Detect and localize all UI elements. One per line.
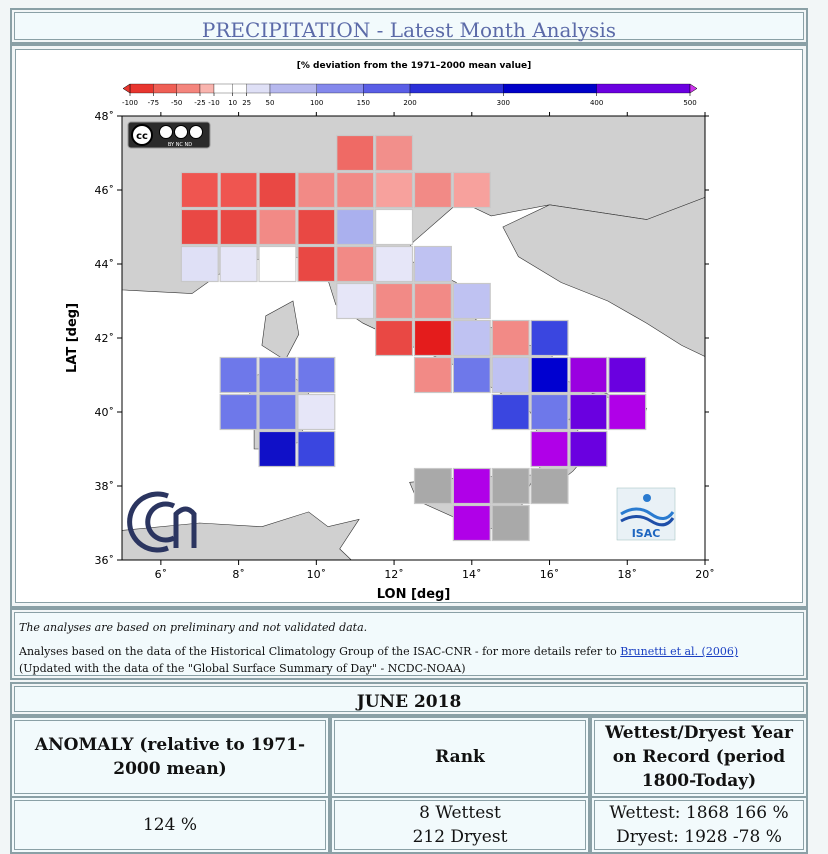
nc-icon bbox=[175, 126, 188, 139]
grid-cell bbox=[220, 210, 257, 245]
grid-cell bbox=[220, 395, 257, 430]
rank-header: Rank bbox=[334, 720, 586, 794]
x-tick-label: 10˚ bbox=[306, 568, 327, 581]
grid-cell bbox=[492, 358, 529, 393]
anomaly-value: 124 % bbox=[14, 800, 326, 850]
grid-cell bbox=[220, 247, 257, 282]
source-note bbox=[19, 645, 738, 658]
grid-cell bbox=[415, 284, 452, 319]
colorbar-swatch bbox=[597, 84, 690, 93]
colorbar-tick-label: -75 bbox=[147, 99, 160, 107]
by-icon bbox=[160, 126, 173, 139]
preliminary-note: The analyses are based on preliminary and not validated data. bbox=[19, 621, 368, 634]
rank-dryest: 212 Dryest bbox=[412, 827, 508, 847]
y-axis-label: LAT [deg] bbox=[65, 302, 80, 374]
map-panel bbox=[10, 44, 808, 608]
nd-icon bbox=[190, 126, 203, 139]
grid-cell bbox=[376, 136, 413, 171]
update-note: (Updated with the data of the "Global Surface Summary of Day" - NCDC-NOAA) bbox=[19, 662, 466, 675]
colorbar-tick-label: 25 bbox=[242, 99, 252, 107]
grid-cell bbox=[415, 173, 452, 208]
grid-cell bbox=[337, 173, 374, 208]
record-value-cell bbox=[590, 796, 808, 854]
grid-cell bbox=[298, 358, 335, 393]
anomaly-value-cell bbox=[10, 796, 330, 854]
license-text: BY NC ND bbox=[167, 142, 193, 148]
grid-cell bbox=[181, 247, 218, 282]
colorbar-swatch bbox=[130, 84, 153, 93]
grid-cell bbox=[259, 173, 296, 208]
y-tick-label: 46˚ bbox=[94, 184, 114, 197]
grid-cell bbox=[298, 432, 335, 467]
colorbar-tick-label: -100 bbox=[122, 99, 138, 107]
notes-panel bbox=[10, 608, 808, 680]
grid-cell bbox=[181, 210, 218, 245]
grid-cell bbox=[376, 173, 413, 208]
grid-cell bbox=[531, 358, 568, 393]
grid-cell bbox=[415, 321, 452, 356]
map-plot bbox=[65, 110, 715, 602]
grid-cell bbox=[570, 358, 607, 393]
month-panel bbox=[10, 682, 808, 716]
colorbar-tick-label: -25 bbox=[194, 99, 206, 107]
grid-cell bbox=[531, 321, 568, 356]
x-tick-label: 12˚ bbox=[384, 568, 404, 581]
grid-cell bbox=[609, 358, 646, 393]
colorbar-swatch bbox=[270, 84, 317, 93]
map-container bbox=[15, 49, 803, 603]
colorbar-swatch bbox=[247, 84, 270, 93]
colorbar-title: [% deviation from the 1971–2000 mean value] bbox=[296, 61, 532, 71]
colorbar-swatch bbox=[153, 84, 176, 93]
colorbar-tick-label: 10 bbox=[228, 99, 238, 107]
record-header: Wettest/Dryest Year on Record (period 1800-Today) bbox=[594, 720, 804, 794]
grid-cell bbox=[259, 247, 296, 282]
grid-cell bbox=[415, 358, 452, 393]
grid-cell bbox=[531, 395, 568, 430]
grid-cell bbox=[376, 321, 413, 356]
colorbar-tick-label: 100 bbox=[309, 99, 324, 107]
grid-cell bbox=[531, 469, 568, 504]
grid-cell bbox=[453, 321, 490, 356]
colorbar-swatch bbox=[214, 84, 233, 93]
title-panel bbox=[10, 8, 808, 44]
grid-cell bbox=[415, 469, 452, 504]
source-note-text: Analyses based on the data of the Historical Climatology Group of the ISAC-CNR - for more details refer to bbox=[19, 645, 621, 658]
colorbar-tick-label: 200 bbox=[403, 99, 417, 107]
colorbar-arrow-right bbox=[690, 84, 697, 93]
page-title: PRECIPITATION - Latest Month Analysis bbox=[201, 18, 617, 42]
month-title: JUNE 2018 bbox=[356, 692, 462, 712]
month-inner bbox=[14, 686, 804, 712]
colorbar-swatch bbox=[317, 84, 364, 93]
grid-cell bbox=[453, 469, 490, 504]
colorbar-tick-label: -10 bbox=[208, 99, 220, 107]
x-tick-label: 14˚ bbox=[462, 568, 482, 581]
notes-inner bbox=[14, 612, 804, 676]
grid-cell bbox=[570, 395, 607, 430]
x-tick-label: 20˚ bbox=[695, 568, 715, 581]
grid-cell bbox=[609, 395, 646, 430]
y-tick-label: 36˚ bbox=[94, 554, 114, 567]
grid-cell bbox=[376, 284, 413, 319]
grid-cell bbox=[531, 432, 568, 467]
x-tick-label: 8˚ bbox=[232, 568, 245, 581]
colorbar-swatch bbox=[200, 84, 214, 93]
x-tick-label: 16˚ bbox=[539, 568, 560, 581]
grid-cell bbox=[259, 395, 296, 430]
grid-cell bbox=[337, 247, 374, 282]
colorbar-arrow-left bbox=[123, 84, 130, 93]
grid-cell bbox=[259, 432, 296, 467]
colorbar-tick-label: 150 bbox=[356, 99, 371, 107]
grid-cell bbox=[492, 395, 529, 430]
colorbar bbox=[122, 61, 697, 107]
rank-header-cell bbox=[330, 716, 590, 798]
grid-cell bbox=[337, 210, 374, 245]
y-tick-label: 38˚ bbox=[94, 480, 114, 493]
x-axis-label: LON [deg] bbox=[376, 587, 451, 602]
grid-cell bbox=[376, 210, 413, 245]
brunetti-reference-link[interactable]: Brunetti et al. (2006) bbox=[620, 645, 739, 658]
y-tick-label: 40˚ bbox=[94, 406, 114, 419]
grid-cell bbox=[298, 210, 335, 245]
grid-cell bbox=[220, 173, 257, 208]
rank-wettest: 8 Wettest bbox=[419, 803, 501, 823]
rank-values bbox=[334, 800, 586, 850]
precipitation-anomaly-map bbox=[16, 50, 806, 606]
grid-cell bbox=[492, 506, 529, 541]
grid-cell bbox=[492, 469, 529, 504]
grid-cell bbox=[220, 358, 257, 393]
grid-cell bbox=[337, 136, 374, 171]
y-tick-label: 42˚ bbox=[94, 332, 114, 345]
grid-cell bbox=[453, 284, 490, 319]
colorbar-swatches bbox=[123, 84, 697, 93]
grid-cell bbox=[298, 173, 335, 208]
y-tick-label: 44˚ bbox=[94, 258, 114, 271]
grid-cell bbox=[259, 210, 296, 245]
rank-value-cell bbox=[330, 796, 590, 854]
colorbar-tick-label: 400 bbox=[589, 99, 604, 107]
grid-cell bbox=[181, 173, 218, 208]
colorbar-tick-label: 50 bbox=[265, 99, 275, 107]
grid-cell bbox=[415, 247, 452, 282]
isac-logo-text: ISAC bbox=[631, 527, 661, 540]
colorbar-swatch bbox=[177, 84, 200, 93]
record-values bbox=[594, 800, 804, 850]
grid-cell bbox=[298, 395, 335, 430]
colorbar-tick-label: 500 bbox=[683, 99, 697, 107]
cc-icon-text: cc bbox=[136, 131, 148, 142]
x-tick-label: 6˚ bbox=[154, 568, 168, 581]
grid-cell bbox=[453, 358, 490, 393]
grid-cell bbox=[376, 247, 413, 282]
x-tick-label: 18˚ bbox=[617, 568, 638, 581]
grid-cell bbox=[259, 358, 296, 393]
colorbar-tick-label: 300 bbox=[496, 99, 511, 107]
record-wettest: Wettest: 1868 166 % bbox=[609, 803, 789, 823]
grid-cell bbox=[570, 432, 607, 467]
grid-cell bbox=[492, 321, 529, 356]
title-inner bbox=[14, 12, 804, 40]
grid-cell bbox=[337, 284, 374, 319]
record-header-cell bbox=[590, 716, 808, 798]
colorbar-swatch bbox=[233, 84, 247, 93]
grid-cell bbox=[453, 173, 490, 208]
isac-figure-icon bbox=[643, 494, 651, 502]
anomaly-header-cell bbox=[10, 716, 330, 798]
colorbar-swatch bbox=[503, 84, 596, 93]
colorbar-swatch bbox=[363, 84, 410, 93]
colorbar-swatch bbox=[410, 84, 503, 93]
record-dryest: Dryest: 1928 -78 % bbox=[616, 827, 782, 847]
y-tick-label: 48˚ bbox=[94, 110, 114, 123]
colorbar-ticks bbox=[122, 93, 697, 107]
grid-cell bbox=[453, 506, 490, 541]
colorbar-tick-label: -50 bbox=[170, 99, 183, 107]
grid-cell bbox=[298, 247, 335, 282]
anomaly-header: ANOMALY (relative to 1971-2000 mean) bbox=[14, 720, 326, 794]
